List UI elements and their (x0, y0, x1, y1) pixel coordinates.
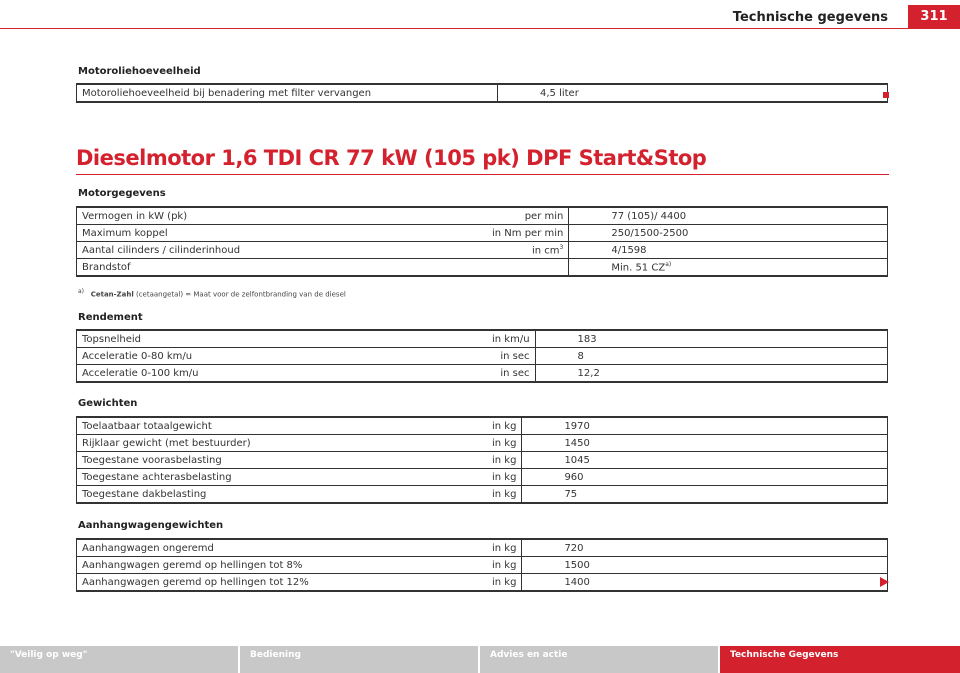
row-value: 8 (535, 348, 887, 365)
unit-superscript: 3 (559, 243, 564, 251)
row-label: Aanhangwagen geremd op hellingen tot 12% (77, 574, 488, 592)
table-row (77, 557, 888, 574)
row-unit: in kg (487, 417, 522, 435)
table-row (77, 84, 888, 102)
page-number: 311 (908, 5, 960, 29)
row-value: 1970 (522, 417, 888, 435)
table-row (77, 207, 888, 225)
row-label: Brandstof (77, 259, 488, 277)
table-row (77, 330, 888, 348)
row-unit (487, 84, 498, 102)
row-value: 1045 (522, 452, 888, 469)
table-row (77, 469, 888, 486)
table-row (77, 539, 888, 557)
row-label: Rijklaar gewicht (met bestuurder) (77, 435, 488, 452)
weights-heading: Gewichten (78, 398, 138, 409)
footnote-marker: a) (78, 288, 85, 295)
row-label: Maximum koppel (77, 225, 488, 242)
row-unit: in kg (487, 557, 522, 574)
footnote-reference: a) (665, 260, 672, 268)
row-value: 4,5 liter (498, 84, 888, 102)
title-rule (76, 174, 889, 175)
row-value: 77 (105)/ 4400 (569, 207, 888, 225)
row-unit: in sec (487, 348, 535, 365)
footer-tab-bediening[interactable]: Bediening (240, 646, 480, 673)
row-label: Toegestane dakbelasting (77, 486, 488, 504)
footnote (78, 288, 346, 298)
row-value: 75 (522, 486, 888, 504)
row-unit: in sec (487, 365, 535, 383)
table-row (77, 259, 888, 277)
weights-table (76, 416, 888, 504)
table-row (77, 417, 888, 435)
row-unit: in km/u (487, 330, 535, 348)
row-unit: in Nm per min (487, 225, 569, 242)
performance-heading: Rendement (78, 312, 143, 323)
row-unit (487, 259, 569, 277)
value-text: Min. 51 CZ (611, 262, 666, 274)
row-unit: in kg (487, 574, 522, 592)
footer-tab-technische-gegevens[interactable]: Technische Gegevens (720, 646, 960, 673)
row-unit: in kg (487, 452, 522, 469)
row-label: Aantal cilinders / cilinderinhoud (77, 242, 488, 259)
row-unit: in kg (487, 469, 522, 486)
row-label: Vermogen in kW (pk) (77, 207, 488, 225)
row-value: 12,2 (535, 365, 887, 383)
row-value: 720 (522, 539, 888, 557)
row-label: Aanhangwagen geremd op hellingen tot 8% (77, 557, 488, 574)
table-row (77, 348, 888, 365)
end-marker-icon (883, 92, 889, 98)
table-row (77, 365, 888, 383)
row-value (569, 259, 888, 277)
oil-heading: Motoroliehoeveelheid (78, 66, 201, 77)
footnote-text: (cetaangetal) = Maat voor de zelfontbranding van de diesel (133, 290, 346, 299)
footer-tab-advies-en-actie[interactable]: Advies en actie (480, 646, 720, 673)
row-label: Motoroliehoeveelheid bij benadering met filter vervangen (77, 84, 488, 102)
table-row (77, 486, 888, 504)
header-title: Technische gegevens (732, 10, 888, 25)
table-row (77, 225, 888, 242)
footer-nav (0, 646, 960, 673)
table-row (77, 574, 888, 592)
section-title: Dieselmotor 1,6 TDI CR 77 kW (105 pk) DPF Start&Stop (76, 146, 707, 170)
engine-heading: Motorgegevens (78, 188, 166, 199)
footnote-term: Cetan-Zahl (90, 290, 134, 299)
table-row (77, 435, 888, 452)
row-unit: in kg (487, 539, 522, 557)
row-value: 250/1500-2500 (569, 225, 888, 242)
row-label: Topsnelheid (77, 330, 488, 348)
row-unit: in kg (487, 435, 522, 452)
continue-arrow-icon (880, 577, 889, 587)
row-label: Toegestane voorasbelasting (77, 452, 488, 469)
engine-table (76, 206, 888, 277)
row-value: 1450 (522, 435, 888, 452)
row-label: Aanhangwagen ongeremd (77, 539, 488, 557)
table-row (77, 242, 888, 259)
table-row (77, 452, 888, 469)
footer-tab-veilig-op-weg[interactable]: "Veilig op weg" (0, 646, 240, 673)
row-label: Toegestane achterasbelasting (77, 469, 488, 486)
performance-table (76, 329, 888, 383)
row-value: 960 (522, 469, 888, 486)
row-label: Toelaatbaar totaalgewicht (77, 417, 488, 435)
unit-text: in cm (531, 245, 560, 257)
row-unit: in kg (487, 486, 522, 504)
row-value: 1400 (522, 574, 888, 592)
row-label: Acceleratie 0-100 km/u (77, 365, 488, 383)
row-unit (487, 242, 569, 259)
header-rule (0, 28, 908, 29)
row-value: 4/1598 (569, 242, 888, 259)
row-unit: per min (487, 207, 569, 225)
trailer-heading: Aanhangwagengewichten (78, 520, 224, 531)
oil-table (76, 83, 888, 103)
trailer-table (76, 538, 888, 592)
row-value: 183 (535, 330, 887, 348)
row-label: Acceleratie 0-80 km/u (77, 348, 488, 365)
row-value: 1500 (522, 557, 888, 574)
